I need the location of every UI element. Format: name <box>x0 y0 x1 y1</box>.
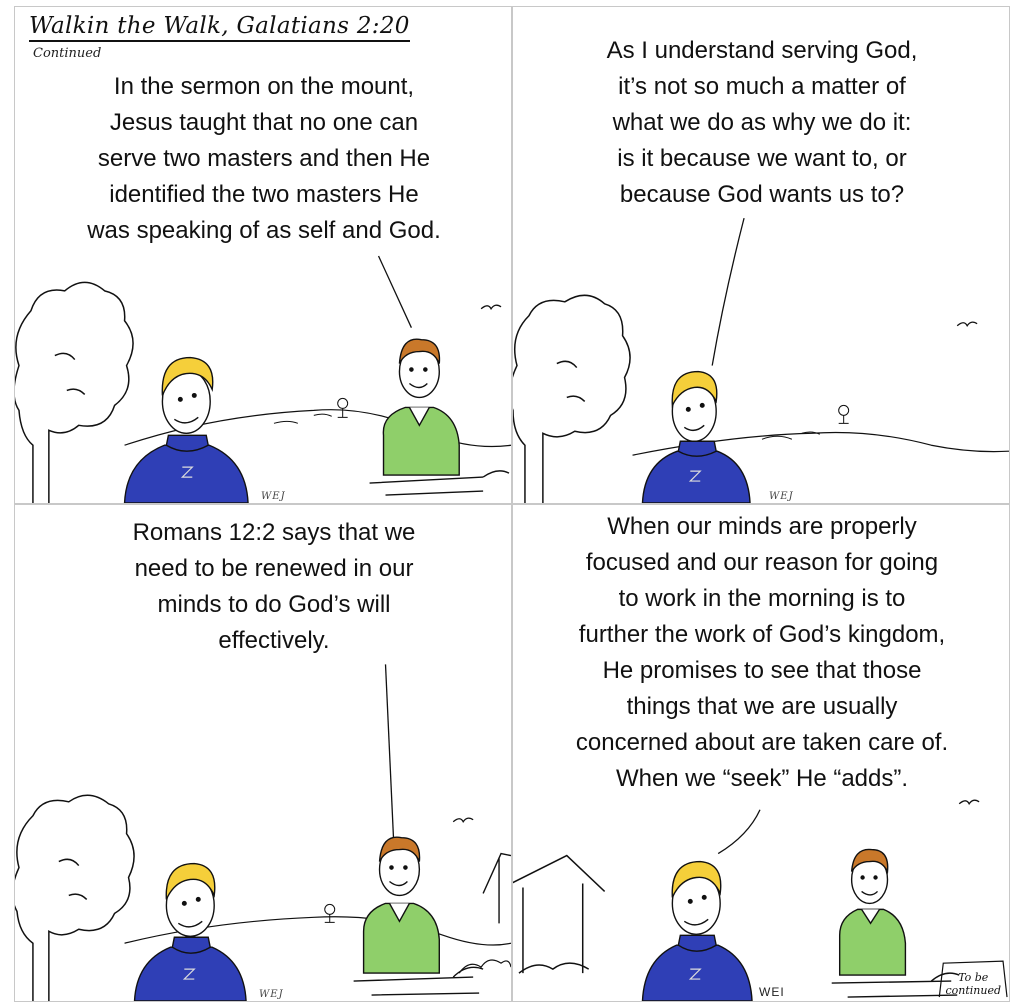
artist-signature: WEJ <box>259 989 284 1000</box>
tree <box>15 795 134 1001</box>
green-shirt-man <box>354 837 483 995</box>
blue-sweater-man <box>125 358 249 503</box>
continued-label: Continued <box>33 46 102 61</box>
comic-panel-3 <box>14 504 512 1002</box>
speech-line <box>718 810 760 854</box>
panel-4-caption: When our minds are properly focused and our reason for going to work in the morning is to further the work of God’s kingdom, He promises to see that those things that we are usually concerned about are taken care of. When we “seek” He “adds”. <box>575 513 949 792</box>
comic-panel-2 <box>512 6 1010 504</box>
bird <box>453 818 473 822</box>
blue-sweater-man <box>642 862 752 1001</box>
speech-line <box>386 664 394 837</box>
comic-panel-1 <box>14 6 512 504</box>
artist-signature: WEJ <box>769 491 794 502</box>
speech-line <box>379 256 412 328</box>
tree <box>15 282 133 503</box>
green-shirt-man <box>370 339 509 495</box>
bird <box>481 305 501 309</box>
house-edge <box>483 854 511 924</box>
to-be-continued-label: To be continued <box>945 971 1001 997</box>
blue-sweater-man <box>642 372 750 503</box>
bird <box>957 322 977 326</box>
panel-3-caption: Romans 12:2 says that we need to be renewed in our minds to do God’s will effectively. <box>132 519 416 654</box>
comic-title: Walkin the Walk, Galatians 2:20 <box>29 13 410 42</box>
panel-2-caption: As I understand serving God, it’s not so much a matter of what we do as why we do it: is it because we want to, or because God wants us to? <box>606 37 918 208</box>
artist-signature: WEI <box>759 985 785 999</box>
speech-line <box>712 218 744 365</box>
distant-figure <box>325 904 335 922</box>
comic-panel-4 <box>512 504 1010 1002</box>
panel-1-caption: In the sermon on the mount, Jesus taught that no one can serve two masters and then He identified the two masters He was speaking of as self and God. <box>87 73 441 244</box>
distant-figure <box>338 398 348 417</box>
green-shirt-man <box>832 849 959 997</box>
bushes <box>459 960 511 973</box>
house <box>513 856 605 974</box>
bird <box>959 800 979 804</box>
blue-sweater-man <box>135 864 247 1001</box>
tree <box>513 295 630 503</box>
distant-figure <box>839 405 849 423</box>
artist-signature: WEJ <box>261 491 286 502</box>
